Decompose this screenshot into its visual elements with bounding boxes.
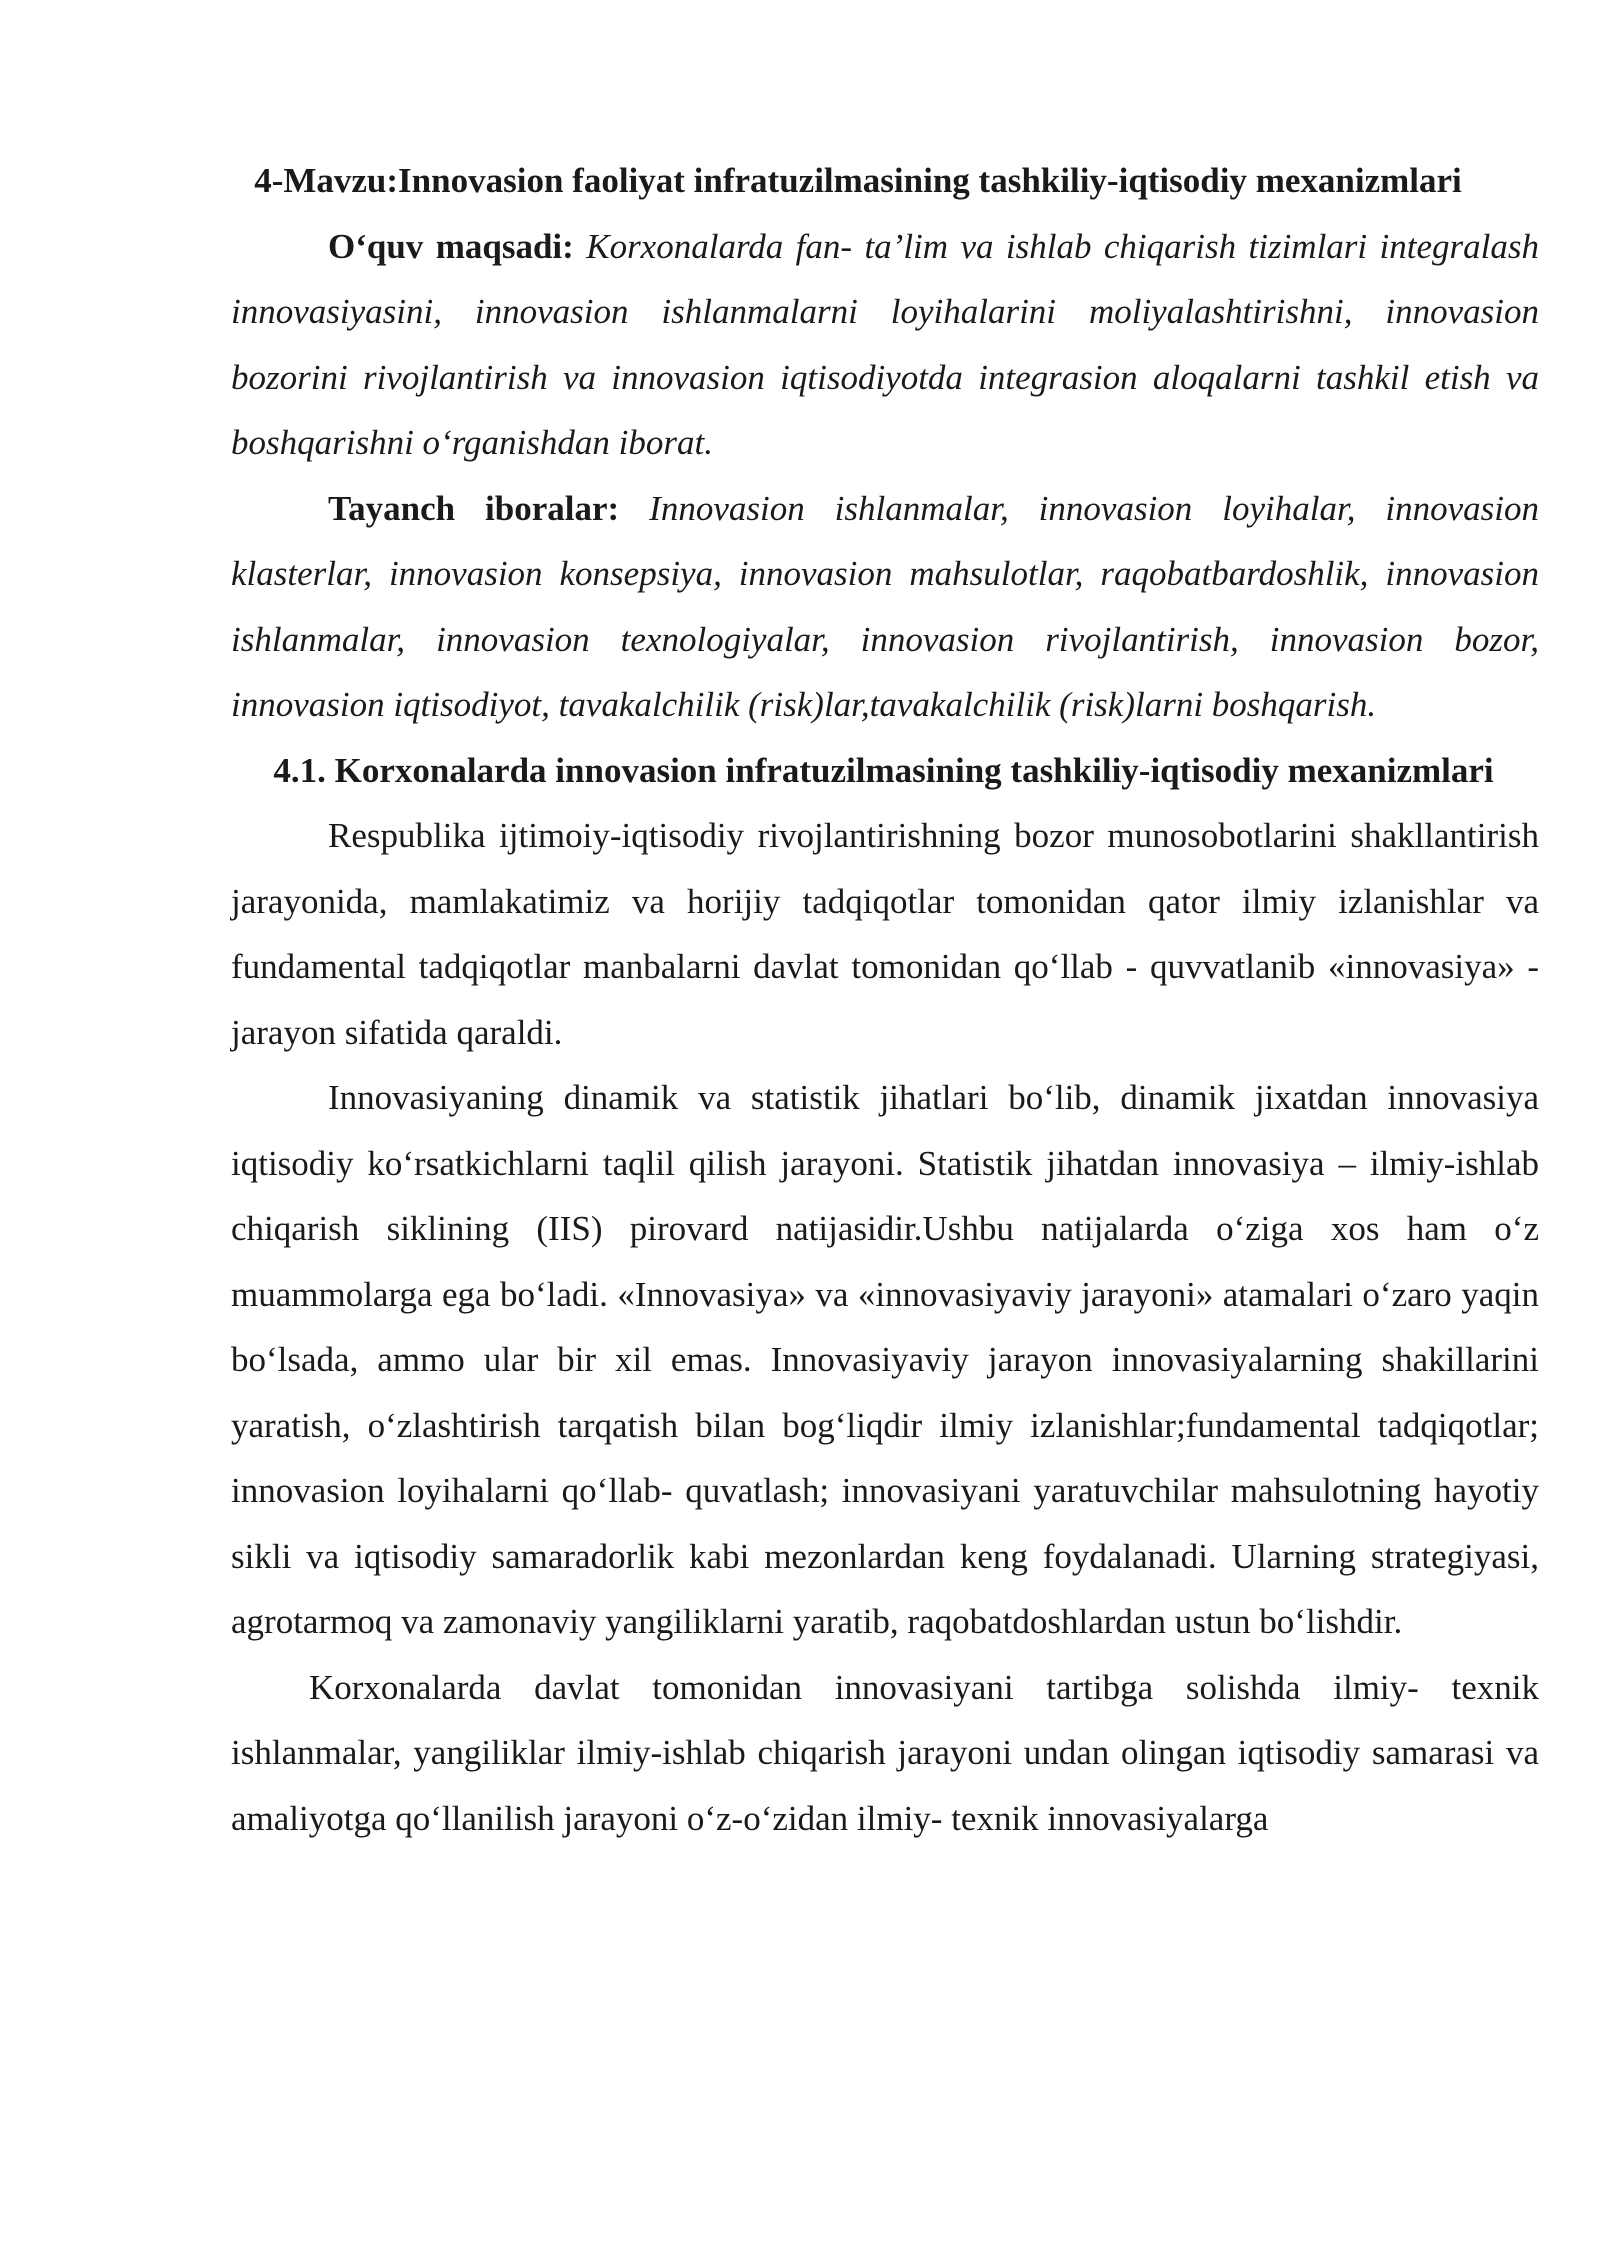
keywords-paragraph: [231, 476, 1539, 738]
document-page: [231, 148, 1539, 1851]
body-paragraph-1: Respublika ijtimoiy-iqtisodiy rivojlantirishning bozor munosobotlarini shakllantirish jarayonida, mamlakatimiz va horijiy tadqiqotlar tomonidan qator ilmiy izlanishlar va fundamental tadqiqotlar manbalarni davlat tomonidan qo‘llab - quvvatlanib «innovasiya» - jarayon sifatida qaraldi.: [231, 816, 1539, 1052]
topic-heading: 4-Mavzu:Innovasion faoliyat infratuzilmasining tashkiliy-iqtisodiy mexanizmlari: [254, 161, 1462, 200]
keywords-text: Innovasion ishlanmalar, innovasion loyihalar, innovasion klasterlar, innovasion konsepsiya, innovasion mahsulotlar, raqobatbardoshlik, innovasion ishlanmalar, innovasion texnologiyalar, innovasion rivojlantirish, innovasion bozor, innovasion iqtisodiyot, tavakalchilik (risk)lar,tavakalchilik (risk)larni boshqarish.: [231, 488, 1540, 724]
body-paragraph-2: Innovasiyaning dinamik va statistik jihatlari bo‘lib, dinamik jixatdan innovasiya iqtisodiy ko‘rsatkichlarni taqlil qilish jarayoni. Statistik jihatdan innovasiya – ilmiy-ishlab chiqarish siklining (IIS) pirovard natijasidir.Ushbu natijalarda o‘ziga xos ham o‘z muammolarga ega bo‘ladi. «Innovasiya» va «innovasiyaviy jarayoni» atamalari o‘zaro yaqin bo‘lsada, ammo ular bir xil emas. Innovasiyaviy jarayon innovasiyalarning shakillarini yaratish, o‘zlashtirish tarqatish bilan bog‘liqdir ilmiy izlanishlar;fundamental tadqiqotlar; innovasion loyihalarni qo‘llab- quvatlash; innovasiyani yaratuvchilar mahsulotning hayotiy sikli va iqtisodiy samaradorlik kabi mezonlardan keng foydalanadi. Ularning strategiyasi, agrotarmoq va zamonaviy yangiliklarni yaratib, raqobatdoshlardan ustun bo‘lishdir.: [231, 1078, 1539, 1641]
section-heading: 4.1. Korxonalarda innovasion infratuzilmasining tashkiliy-iqtisodiy mexanizmlari: [273, 750, 1494, 790]
learning-goal-text: Korxonalarda fan- ta’lim va ishlab chiqarish tizimlari integralash innovasiyasini, innovasion ishlanmalarni loyihalarini moliyalashtirishni, innovasion bozorini rivojlantirish va innovasion iqtisodiyotda integrasion aloqalarni tashkil etish va boshqarishni o‘rganishdan iborat.: [231, 226, 1539, 462]
learning-goal-paragraph: [231, 214, 1539, 476]
body-paragraph-3: Korxonalarda davlat tomonidan innovasiyani tartibga solishda ilmiy- texnik ishlanmalar, yangiliklar ilmiy-ishlab chiqarish jarayoni undan olingan iqtisodiy samarasi va amaliyotga qo‘llanilish jarayoni o‘z-o‘zidan ilmiy- texnik innovasiyalarga: [231, 1667, 1539, 1838]
learning-goal-label: O‘quv maqsadi:: [328, 226, 574, 266]
keywords-label: Tayanch iboralar:: [328, 488, 620, 528]
